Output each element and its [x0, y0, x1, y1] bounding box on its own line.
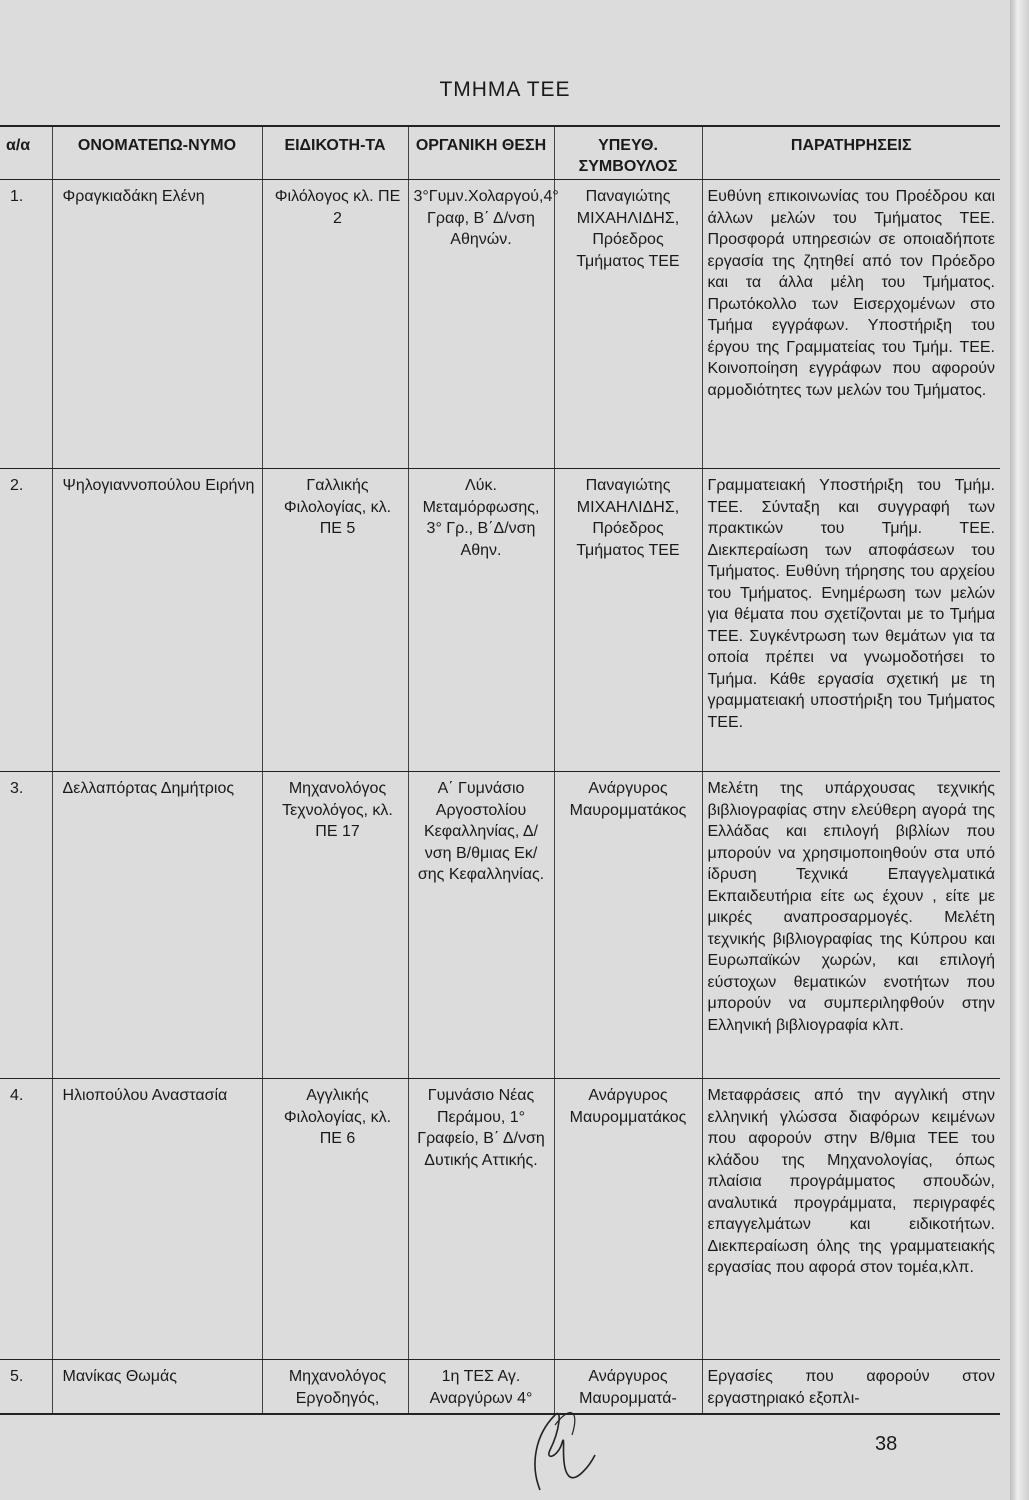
page-title: ΤΜΗΜΑ ΤΕΕ [439, 78, 571, 101]
row-remarks: Γραμματειακή Υποστήριξη του Τμήμ. ΤΕΕ. Σύνταξη και συγγραφή των πρακτικών του Τμήμ. ΤΕΕ. Διεκπεραίωση των αποφάσεων του Τμήματος. Ευθύνη τήρησης του αρχείου του Τμήματος. Ενημέρωση των μελών για θέματα που σχετίζονται με το Τμήμα ΤΕΕ. Συγκέντρωση των θεμάτων για τα οποία πρέπει να γνωμοδοτήσει το Τμήμα. Κάθε εργασία σχετική με τη γραμματειακή υποστήριξη του Τμήματος ΤΕΕ. [702, 469, 1000, 772]
table-row [0, 180, 1000, 469]
header-number: α/α [0, 126, 52, 180]
row-advisor: Ανάργυρος Μαυρομματάκος [554, 772, 702, 1079]
row-position: Α΄ Γυμνάσιο Αργοστολίου Κεφαλληνίας, Δ/νση Β/θμιας Εκ/σης Κεφαλληνίας. [408, 772, 554, 1079]
row-name: Φραγκιαδάκη Ελένη [52, 180, 262, 469]
row-name: Ψηλογιαννοπούλου Ειρήνη [52, 469, 262, 772]
staff-table [0, 125, 1000, 1415]
page-number: 38 [875, 1433, 898, 1455]
row-remarks: Μεταφράσεις από την αγγλική στην ελληνική γλώσσα διαφόρων κειμένων που αφορούν στην Β/θμια ΤΕΕ του κλάδου της Μηχανολογίας, όπως πλαίσια προγράμματος σπουδών, αναλυτικά προγράμματα, περιγραφές επαγγελμάτων και ειδικοτήτων. Διεκπεραίωση όλης της γραμματειακής εργασίας που αφορά στον τομέα,κλπ. [702, 1079, 1000, 1360]
row-remarks: Εργασίες που αφορούν στον εργαστηριακό εξοπλι- [702, 1360, 1000, 1415]
row-specialty: Μηχανολόγος Εργοδηγός, [262, 1360, 408, 1415]
table-header-row [0, 126, 1000, 180]
row-number: 5. [0, 1360, 52, 1415]
table-row [0, 469, 1000, 772]
table-row [0, 1079, 1000, 1360]
row-number: 3. [0, 772, 52, 1079]
header-position: ΟΡΓΑΝΙΚΗ ΘΕΣΗ [408, 126, 554, 180]
header-specialty: ΕΙΔΙΚΟΤΗ-ΤΑ [262, 126, 408, 180]
binder-edge [1010, 0, 1029, 1500]
row-specialty: Φιλόλογος κλ. ΠΕ 2 [262, 180, 408, 469]
header-advisor: ΥΠΕΥΘ. ΣΥΜΒΟΥΛΟΣ [554, 126, 702, 180]
row-remarks: Ευθύνη επικοινωνίας του Προέδρου και άλλων μελών του Τμήματος ΤΕΕ. Προσφορά υπηρεσιών σε οποιαδήποτε εργασία της ζητηθεί από τον Πρόεδρο και τα άλλα μέλη του Τμήματος. Πρωτόκολλο των Εισερχομένων στο Τμήμα εγγράφων. Υποστήριξη του έργου της Γραμματείας του Τμήμ. ΤΕΕ. Κοινοποίηση εγγράφων που αφορούν αρμοδιότητες των μελών του Τμήματος. [702, 180, 1000, 469]
row-advisor: Ανάργυρος Μαυρομματάκος [554, 1079, 702, 1360]
row-number: 2. [0, 469, 52, 772]
header-name: ΟΝΟΜΑΤΕΠΩ-ΝΥΜΟ [52, 126, 262, 180]
row-remarks: Μελέτη της υπάρχουσας τεχνικής βιβλιογραφίας στην ελεύθερη αγορά της Ελλάδας και επιλογή βιβλίων που μπορούν να χρησιμοποιηθούν στα υπό ίδρυση Τεχνικά Επαγγελματικά Εκπαιδευτήρια είτε ως έχουν , είτε με μικρές αναπροσαρμογές. Μελέτη τεχνικής βιβλιογραφίας της Κύπρου και Ευρωπαϊκών χωρών, και επιλογή εύστοχων θεματικών ενοτήτων που μπορούν να συμπεριληφθούν στην Ελληνική βιβλιογραφία κλπ. [702, 772, 1000, 1079]
row-position: Λύκ. Μεταμόρφωσης, 3° Γρ., Β΄Δ/νση Αθην. [408, 469, 554, 772]
row-position: 1η ΤΕΣ Αγ. Αναργύρων 4° [408, 1360, 554, 1415]
row-advisor: Ανάργυρος Μαυρομματά- [554, 1360, 702, 1415]
row-advisor: Παναγιώτης ΜΙΧΑΗΛΙΔΗΣ, Πρόεδρος Τμήματος ΤΕΕ [554, 180, 702, 469]
row-specialty: Αγγλικής Φιλολογίας, κλ. ΠΕ 6 [262, 1079, 408, 1360]
row-position: Γυμνάσιο Νέας Περάμου, 1° Γραφείο, Β΄ Δ/νση Δυτικής Αττικής. [408, 1079, 554, 1360]
row-specialty: Γαλλικής Φιλολογίας, κλ. ΠΕ 5 [262, 469, 408, 772]
row-advisor: Παναγιώτης ΜΙΧΑΗΛΙΔΗΣ, Πρόεδρος Τμήματος ΤΕΕ [554, 469, 702, 772]
row-name: Ηλιοπούλου Αναστασία [52, 1079, 262, 1360]
table-row [0, 772, 1000, 1079]
row-position: 3°Γυμν.Χολαργού,4° Γραφ, Β΄ Δ/νση Αθηνών. [408, 180, 554, 469]
handwritten-signature [500, 1395, 610, 1495]
row-number: 1. [0, 180, 52, 469]
row-name: Δελλαπόρτας Δημήτριος [52, 772, 262, 1079]
row-specialty: Μηχανολόγος Τεχνολόγος, κλ. ΠΕ 17 [262, 772, 408, 1079]
row-number: 4. [0, 1079, 52, 1360]
header-remarks: ΠΑΡΑΤΗΡΗΣΕΙΣ [702, 126, 1000, 180]
row-name: Μανίκας Θωμάς [52, 1360, 262, 1415]
